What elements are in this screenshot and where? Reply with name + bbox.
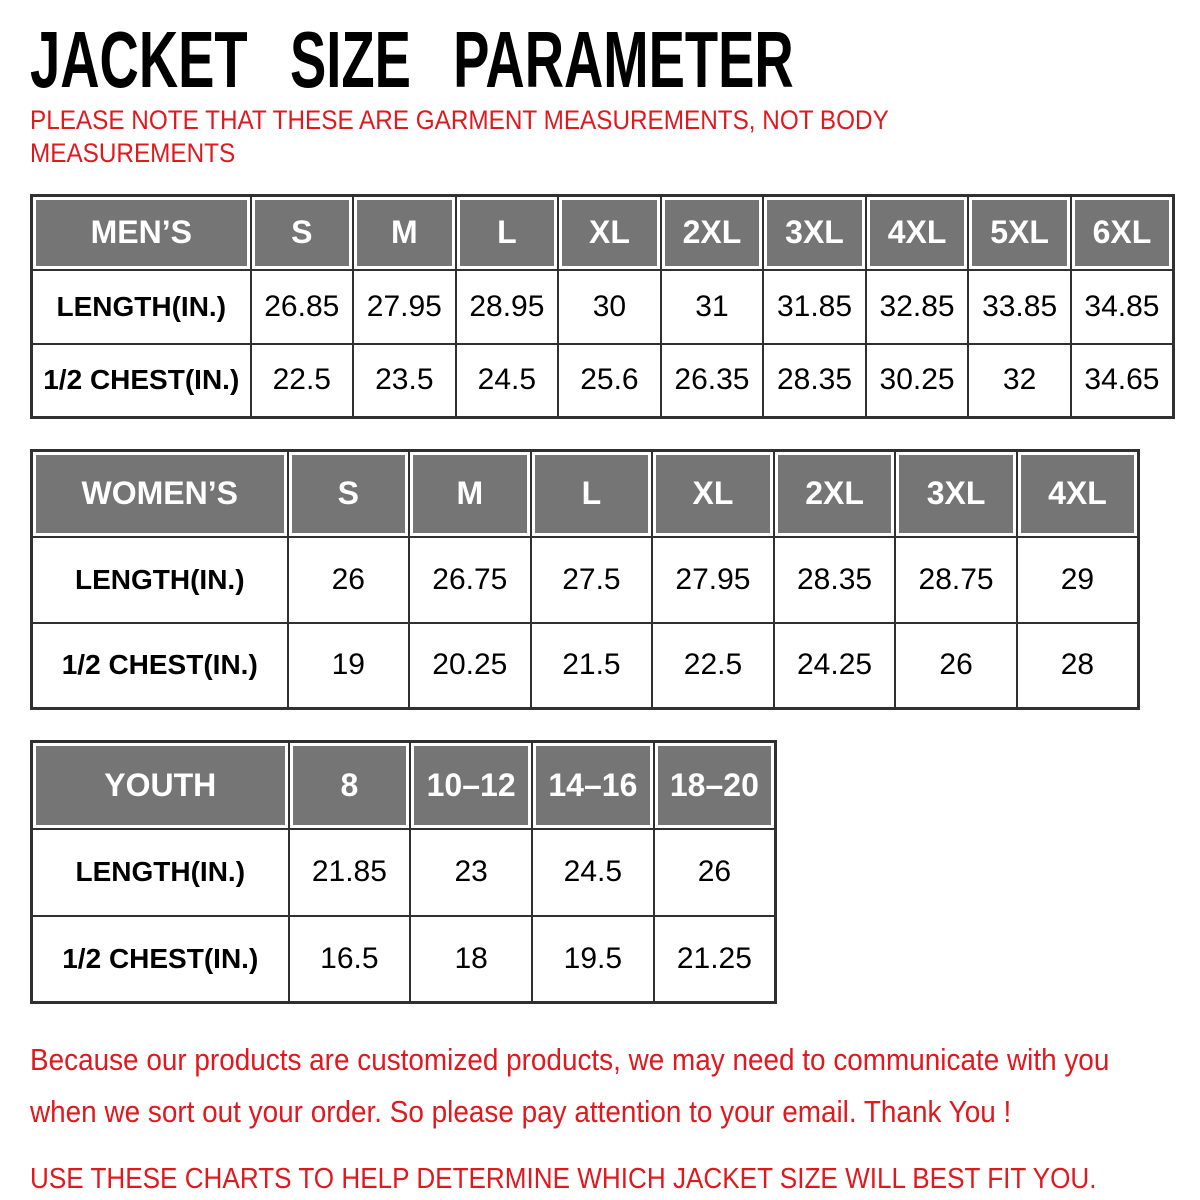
womens-length-row	[32, 537, 1139, 623]
mens-size-table	[30, 194, 1175, 419]
value-cell: 32	[968, 344, 1071, 418]
value-cell: 26.75	[409, 537, 531, 623]
womens-size-header: 4XL	[1017, 451, 1139, 537]
page-title: JACKET SIZE PARAMETER	[30, 15, 794, 104]
value-cell: 19	[288, 623, 410, 709]
value-cell: 21.85	[289, 829, 411, 916]
mens-size-header: M	[353, 196, 456, 270]
value-cell: 28.95	[456, 270, 559, 344]
womens-size-header: S	[288, 451, 410, 537]
mens-size-header: L	[456, 196, 559, 270]
value-cell: 31.85	[763, 270, 866, 344]
value-cell: 31	[661, 270, 764, 344]
note-line-2: MEASUREMENTS	[30, 138, 236, 168]
mens-size-header: 4XL	[866, 196, 969, 270]
value-cell: 23	[410, 829, 532, 916]
note-line-1: PLEASE NOTE THAT THESE ARE GARMENT MEASUREMENTS, NOT BODY	[30, 105, 889, 135]
value-cell: 26.35	[661, 344, 764, 418]
youth-header-row	[32, 742, 776, 829]
value-cell: 34.65	[1071, 344, 1174, 418]
mens-size-header: S	[251, 196, 354, 270]
youth-chest-row	[32, 916, 776, 1003]
mens-size-header: 3XL	[763, 196, 866, 270]
youth-length-row	[32, 829, 776, 916]
value-cell: 22.5	[251, 344, 354, 418]
value-cell: 18	[410, 916, 532, 1003]
womens-size-table	[30, 449, 1140, 710]
value-cell: 32.85	[866, 270, 969, 344]
row-label-cell: 1/2 CHEST(IN.)	[32, 623, 288, 709]
youth-size-header: 8	[289, 742, 411, 829]
value-cell: 27.95	[353, 270, 456, 344]
womens-header-row	[32, 451, 1139, 537]
womens-chest-row	[32, 623, 1139, 709]
customization-notice	[30, 1034, 1170, 1138]
row-label-cell: LENGTH(IN.)	[32, 537, 288, 623]
footer-line-2: when we sort out your order. So please pay attention to your email. Thank You !	[30, 1094, 1012, 1129]
youth-size-header: 10–12	[410, 742, 532, 829]
value-cell: 26	[654, 829, 776, 916]
value-cell: 19.5	[532, 916, 654, 1003]
value-cell: 28.35	[774, 537, 896, 623]
mens-length-row	[32, 270, 1174, 344]
value-cell: 33.85	[968, 270, 1071, 344]
womens-size-header: 2XL	[774, 451, 896, 537]
youth-size-header: 18–20	[654, 742, 776, 829]
value-cell: 24.25	[774, 623, 896, 709]
row-label-cell: LENGTH(IN.)	[32, 829, 289, 916]
value-cell: 34.85	[1071, 270, 1174, 344]
garment-measurement-note	[30, 104, 1170, 170]
chart-usage-caption	[30, 1160, 1170, 1198]
value-cell: 28	[1017, 623, 1139, 709]
value-cell: 30	[558, 270, 661, 344]
value-cell: 23.5	[353, 344, 456, 418]
mens-size-header: 2XL	[661, 196, 764, 270]
value-cell: 24.5	[532, 829, 654, 916]
womens-size-header: XL	[652, 451, 774, 537]
youth-size-header: 14–16	[532, 742, 654, 829]
mens-header-row	[32, 196, 1174, 270]
value-cell: 26.85	[251, 270, 354, 344]
mens-table-title-cell: MEN’S	[32, 196, 251, 270]
caption-line: USE THESE CHARTS TO HELP DETERMINE WHICH JACKET SIZE WILL BEST FIT YOU.	[30, 1163, 1097, 1195]
value-cell: 30.25	[866, 344, 969, 418]
value-cell: 26	[288, 537, 410, 623]
youth-table-title-cell: YOUTH	[32, 742, 289, 829]
youth-size-table	[30, 740, 777, 1004]
value-cell: 21.25	[654, 916, 776, 1003]
mens-size-header: 6XL	[1071, 196, 1174, 270]
value-cell: 26	[895, 623, 1017, 709]
womens-table-title-cell: WOMEN’S	[32, 451, 288, 537]
mens-chest-row	[32, 344, 1174, 418]
row-label-cell: LENGTH(IN.)	[32, 270, 251, 344]
value-cell: 20.25	[409, 623, 531, 709]
value-cell: 28.75	[895, 537, 1017, 623]
row-label-cell: 1/2 CHEST(IN.)	[32, 344, 251, 418]
row-label-cell: 1/2 CHEST(IN.)	[32, 916, 289, 1003]
womens-size-header: M	[409, 451, 531, 537]
value-cell: 27.5	[531, 537, 653, 623]
footer-line-1: Because our products are customized products, we may need to communicate with you	[30, 1042, 1110, 1077]
value-cell: 21.5	[531, 623, 653, 709]
value-cell: 16.5	[289, 916, 411, 1003]
value-cell: 22.5	[652, 623, 774, 709]
mens-size-header: 5XL	[968, 196, 1071, 270]
value-cell: 24.5	[456, 344, 559, 418]
mens-size-header: XL	[558, 196, 661, 270]
value-cell: 25.6	[558, 344, 661, 418]
womens-size-header: 3XL	[895, 451, 1017, 537]
value-cell: 27.95	[652, 537, 774, 623]
value-cell: 28.35	[763, 344, 866, 418]
womens-size-header: L	[531, 451, 653, 537]
value-cell: 29	[1017, 537, 1139, 623]
